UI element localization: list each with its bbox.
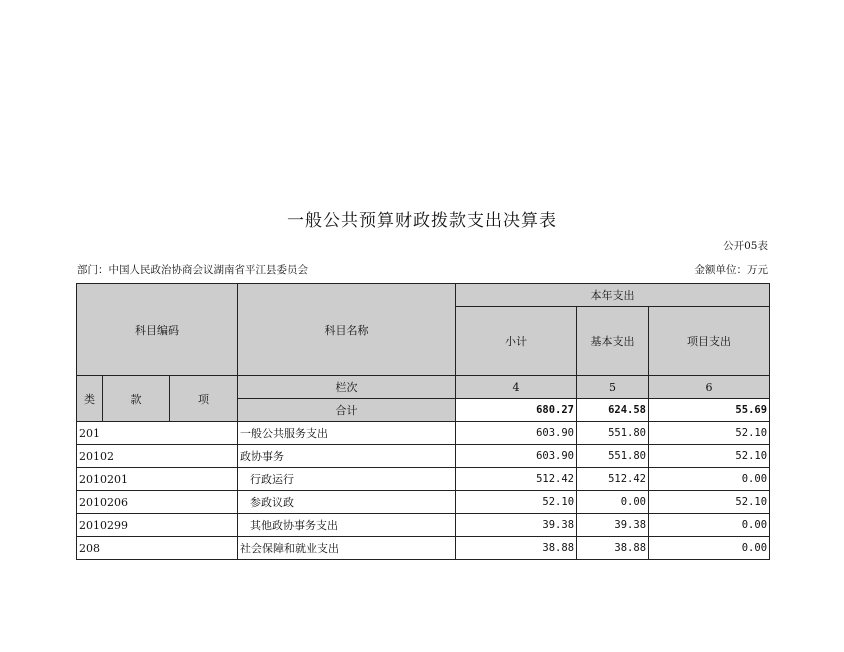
table-row <box>77 422 770 445</box>
amount-unit-label: 金额单位：万元 <box>694 264 768 276</box>
row-basic: 0.00 <box>577 491 649 514</box>
row-basic: 551.80 <box>577 422 649 445</box>
header-project: 项目支出 <box>649 307 770 376</box>
row-subtotal: 39.38 <box>456 514 577 537</box>
row-name: 政协事务 <box>238 445 456 468</box>
header-column-order: 栏次 <box>238 376 456 399</box>
row-subtotal: 52.10 <box>456 491 577 514</box>
table-row <box>77 445 770 468</box>
header-code: 科目编码 <box>77 284 238 376</box>
row-basic: 38.88 <box>577 537 649 560</box>
header-xiang: 项 <box>170 376 238 422</box>
row-code: 208 <box>77 537 238 560</box>
budget-table <box>76 283 770 560</box>
table-row <box>77 537 770 560</box>
table-row <box>77 491 770 514</box>
header-row-1 <box>77 284 770 307</box>
total-subtotal: 680.27 <box>456 399 577 422</box>
row-project: 52.10 <box>649 491 770 514</box>
row-code: 20102 <box>77 445 238 468</box>
row-project: 0.00 <box>649 468 770 491</box>
row-project: 52.10 <box>649 445 770 468</box>
form-number: 公开05表 <box>723 240 768 252</box>
row-subtotal: 38.88 <box>456 537 577 560</box>
row-name: 其他政协事务支出 <box>238 514 456 537</box>
row-subtotal: 603.90 <box>456 422 577 445</box>
row-code: 201 <box>77 422 238 445</box>
row-name: 社会保障和就业支出 <box>238 537 456 560</box>
department-label: 部门：中国人民政治协商会议湖南省平江县委员会 <box>77 264 308 276</box>
row-code: 2010206 <box>77 491 238 514</box>
column-number-4: 4 <box>456 376 577 399</box>
header-lei: 类 <box>77 376 103 422</box>
row-basic: 512.42 <box>577 468 649 491</box>
row-name: 行政运行 <box>238 468 456 491</box>
row-code: 2010299 <box>77 514 238 537</box>
column-number-5: 5 <box>577 376 649 399</box>
row-project: 0.00 <box>649 514 770 537</box>
row-basic: 551.80 <box>577 445 649 468</box>
header-kuan: 款 <box>103 376 170 422</box>
report-title: 一般公共预算财政拨款支出决算表 <box>287 211 557 231</box>
row-subtotal: 512.42 <box>456 468 577 491</box>
row-project: 0.00 <box>649 537 770 560</box>
row-subtotal: 603.90 <box>456 445 577 468</box>
column-order-row <box>77 376 770 399</box>
row-project: 52.10 <box>649 422 770 445</box>
row-name: 一般公共服务支出 <box>238 422 456 445</box>
row-basic: 39.38 <box>577 514 649 537</box>
header-subtotal: 小计 <box>456 307 577 376</box>
total-basic: 624.58 <box>577 399 649 422</box>
header-year-expense: 本年支出 <box>456 284 770 307</box>
row-code: 2010201 <box>77 468 238 491</box>
total-project: 55.69 <box>649 399 770 422</box>
header-name: 科目名称 <box>238 284 456 376</box>
header-basic: 基本支出 <box>577 307 649 376</box>
table-row <box>77 514 770 537</box>
table-row <box>77 468 770 491</box>
total-label: 合计 <box>238 399 456 422</box>
column-number-6: 6 <box>649 376 770 399</box>
row-name: 参政议政 <box>238 491 456 514</box>
